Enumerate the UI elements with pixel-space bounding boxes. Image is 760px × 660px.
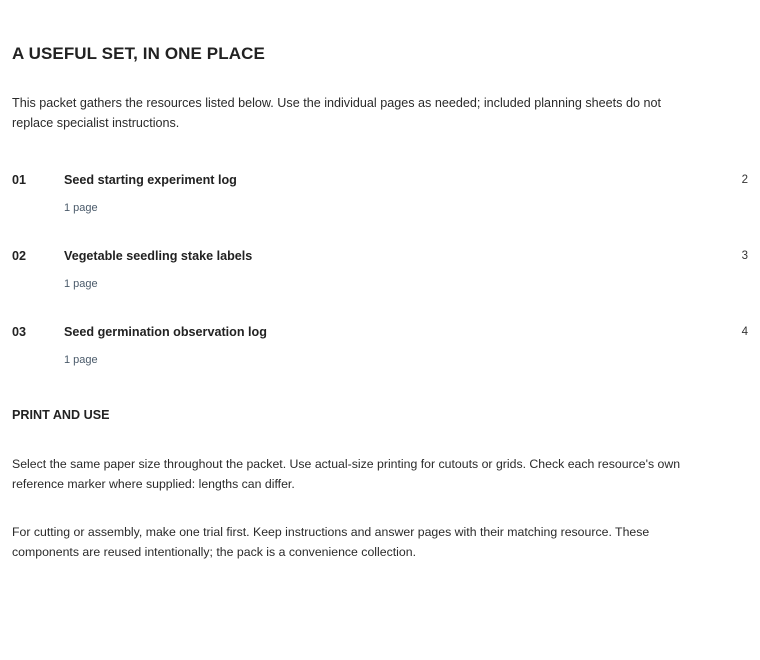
toc-entry-01[interactable] [12, 170, 748, 230]
toc-entry-number: 03 [12, 325, 27, 339]
toc-entry-page-number: 4 [741, 326, 748, 338]
intro-paragraph: This packet gathers the resources listed below. Use the individual pages as needed; included planning sheets do not replace specialist instructions. [12, 96, 661, 130]
toc-entry-page-count: 1 page [64, 354, 98, 366]
print-section-heading: PRINT AND USE [12, 408, 110, 422]
print-instructions-paragraph: Select the same paper size throughout the packet. Use actual-size printing for cutouts or grids. Check each resource's own reference marker where supplied: lengths can differ. [12, 457, 681, 491]
toc-entry-03[interactable] [12, 322, 748, 382]
toc-entry-page-count: 1 page [64, 278, 98, 290]
toc-entry-page-number: 3 [741, 250, 748, 262]
toc-entry-number: 01 [12, 173, 27, 187]
page-title: A USEFUL SET, IN ONE PLACE [12, 44, 265, 63]
assembly-instructions-paragraph: For cutting or assembly, make one trial first. Keep instructions and answer pages with their matching resource. These components are reused intentionally; the pack is a convenience collection. [12, 525, 650, 559]
toc-entry-title[interactable]: Seed starting experiment log [64, 173, 237, 187]
toc-entry-page-number: 2 [741, 174, 748, 186]
toc-entry-page-count: 1 page [64, 202, 98, 214]
toc-entry-number: 02 [12, 249, 27, 263]
toc-entry-title[interactable]: Seed germination observation log [64, 325, 267, 339]
toc-entry-02[interactable] [12, 246, 748, 306]
toc-entry-title[interactable]: Vegetable seedling stake labels [64, 249, 253, 263]
